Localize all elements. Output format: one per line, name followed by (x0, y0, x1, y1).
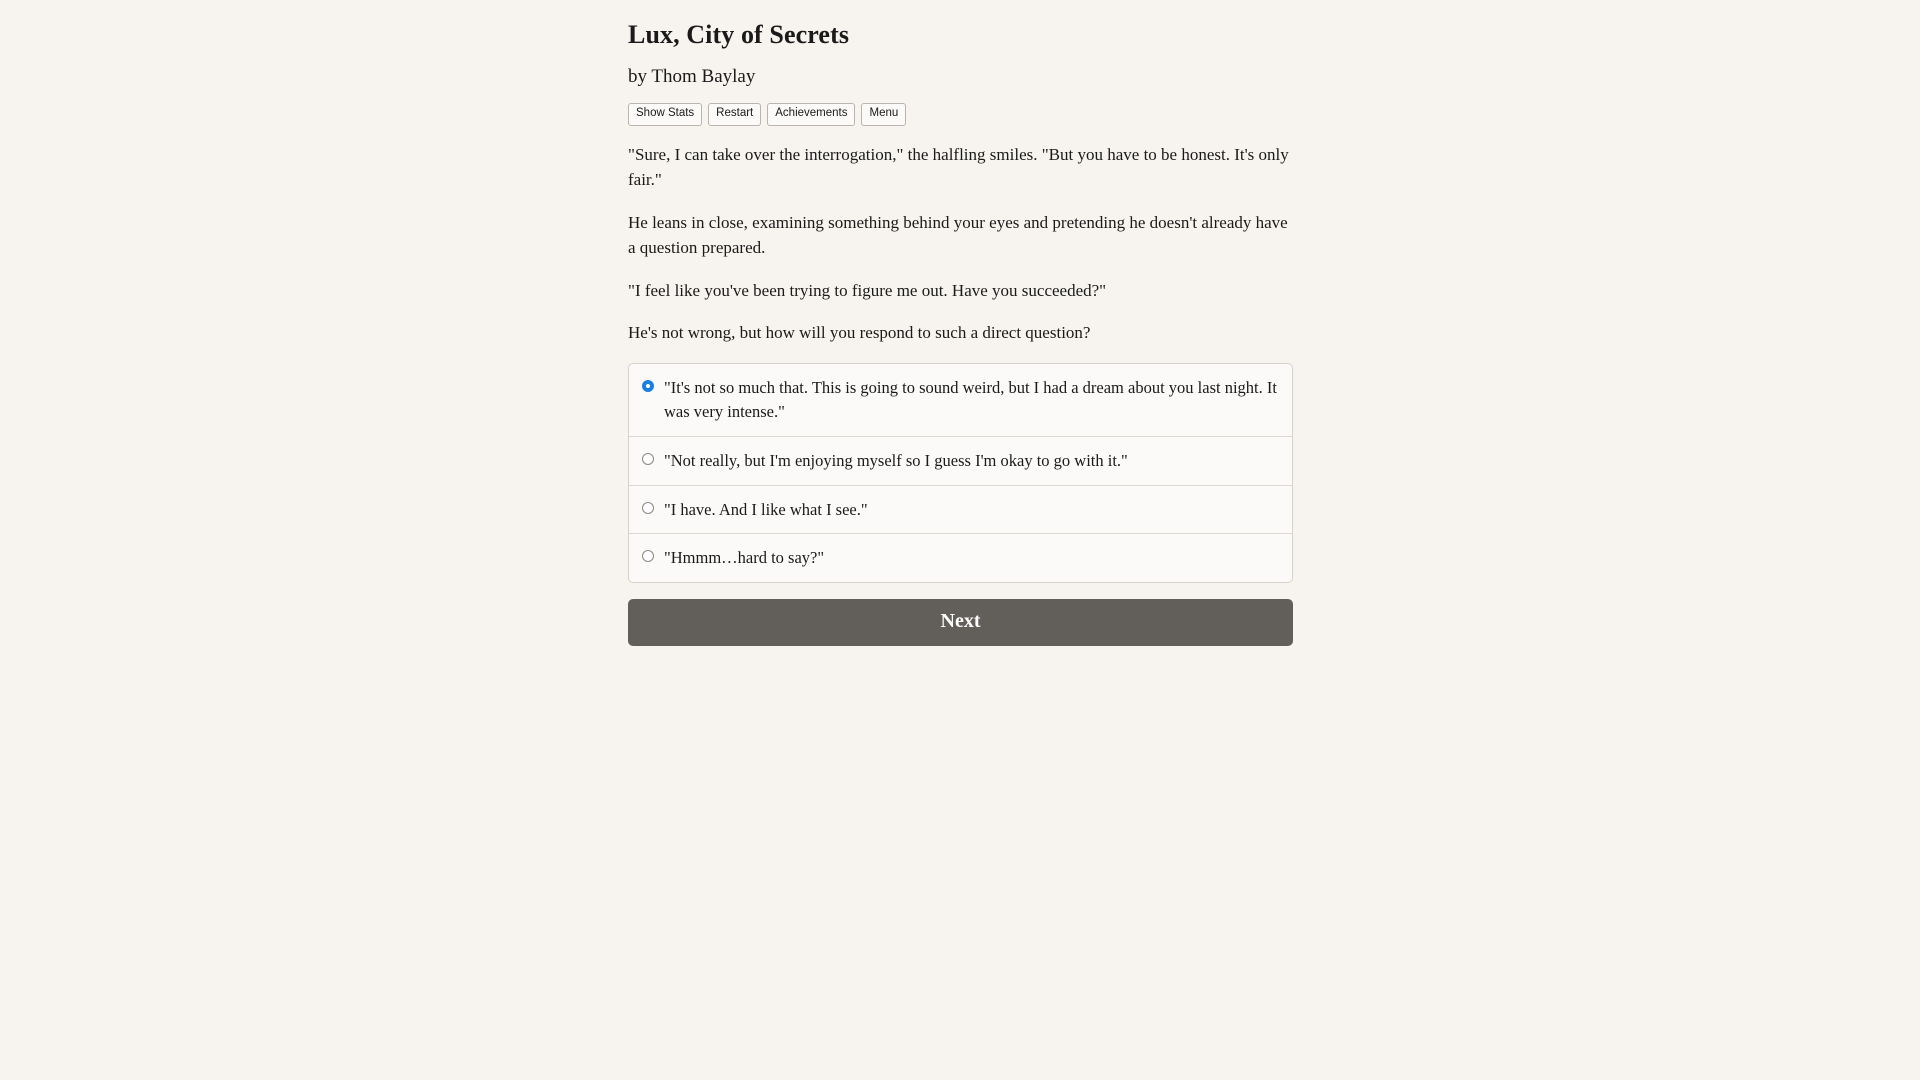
story-paragraph: He leans in close, examining something behind your eyes and pretending he doesn't already have a question prepared. (628, 212, 1288, 258)
choice-option[interactable] (629, 534, 1292, 582)
choice-label: "Not really, but I'm enjoying myself so I guess I'm okay to go with it." (664, 450, 1128, 470)
page-title: Lux, City of Secrets (628, 20, 850, 49)
story-text (628, 142, 1293, 346)
next-button[interactable]: Next (628, 599, 1293, 646)
menu-button[interactable]: Menu (861, 103, 906, 126)
choice-label: "It's not so much that. This is going to sound weird, but I had a dream about you last night. It was very intense." (664, 377, 1277, 421)
choice-option[interactable] (629, 486, 1292, 535)
radio-icon[interactable] (642, 380, 654, 392)
game-author: by Thom Baylay (628, 65, 756, 87)
story-paragraph: He's not wrong, but how will you respond to such a direct question? (628, 323, 1091, 343)
show-stats-button[interactable]: Show Stats (628, 103, 702, 126)
toolbar (628, 103, 1293, 126)
choice-label: "Hmmm…hard to say?" (664, 548, 825, 568)
game-content (628, 0, 1293, 646)
achievements-button[interactable]: Achievements (767, 103, 855, 126)
radio-icon[interactable] (642, 502, 654, 514)
restart-button[interactable]: Restart (708, 103, 761, 126)
radio-icon[interactable] (642, 453, 654, 465)
story-paragraph: "Sure, I can take over the interrogation," the halfling smiles. "But you have to be honest. It's only fair." (628, 144, 1289, 190)
story-paragraph: "I feel like you've been trying to figure me out. Have you succeeded?" (628, 280, 1107, 300)
choice-label: "I have. And I like what I see." (664, 499, 868, 519)
choice-option[interactable] (629, 437, 1292, 486)
choice-list (628, 363, 1293, 584)
choice-option[interactable] (629, 364, 1292, 437)
radio-icon[interactable] (642, 550, 654, 562)
